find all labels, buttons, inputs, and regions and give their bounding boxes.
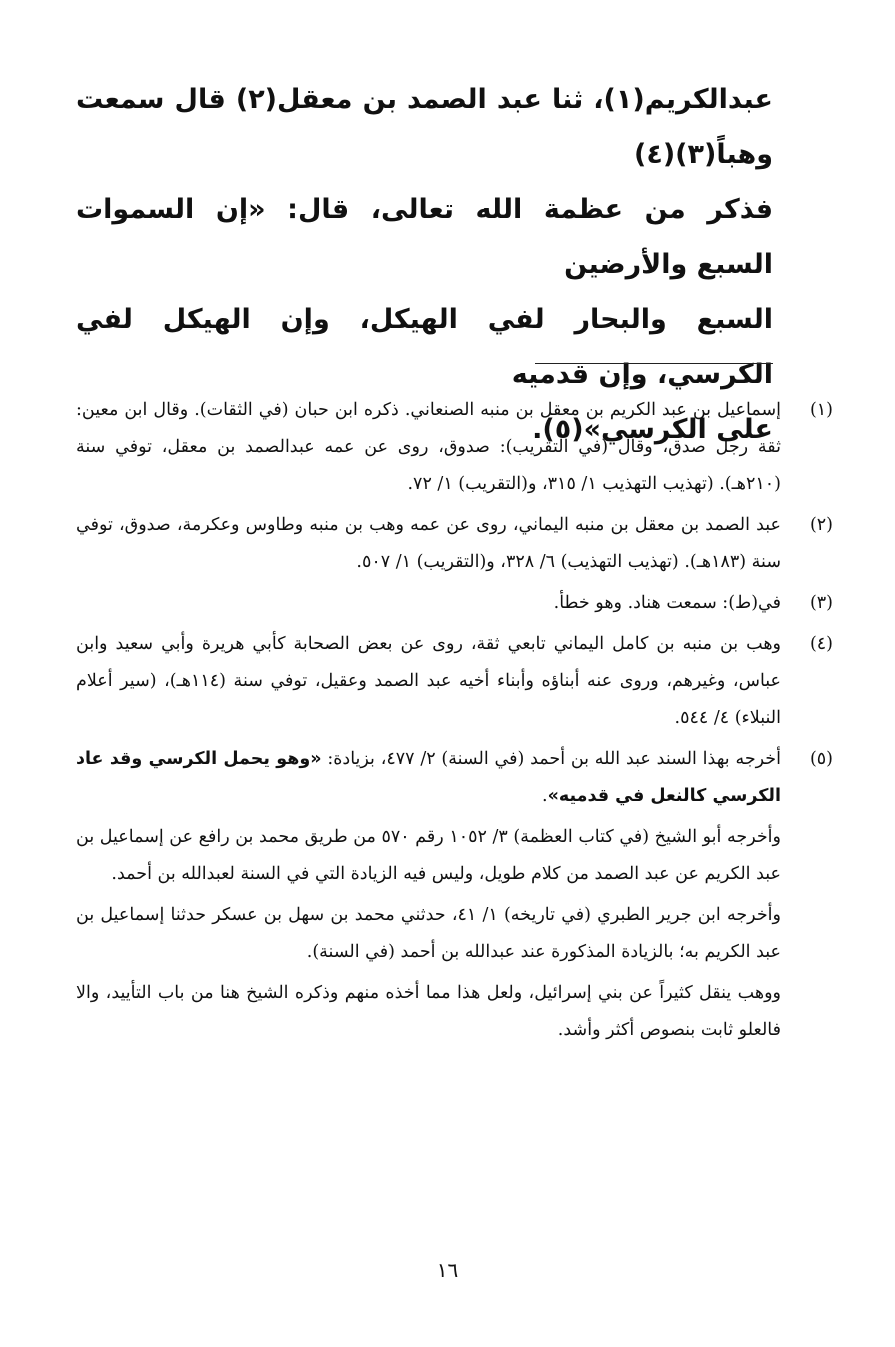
footnote [76, 741, 833, 815]
footnote-number: (١) [809, 400, 833, 420]
footnote-text: في(ط): سمعت هناد. وهو خطأ. [553, 593, 781, 613]
footnote [76, 626, 833, 737]
main-text-line: السبع والبحار لفي الهيكل، وإن الهيكل لفي الكرسي، وإن قدميه [76, 304, 773, 390]
footnote-divider [535, 363, 773, 364]
footnote-text: عبد الصمد بن معقل بن منبه اليماني، روى عن عمه وهب بن منبه وطاوس وعكرمة، صدوق، توفي سنة (١٨٣هـ). (تهذيب التهذيب) ٦/ ٣٢٨، و(التقريب) ١/ ٥٠٧. [76, 515, 781, 572]
main-text-line: عبدالكريم(١)، ثنا عبد الصمد بن معقل(٢) قال سمعت وهباً(٣)(٤) [76, 84, 773, 170]
footnote-continuation: وأخرجه ابن جرير الطبري (في تاريخه) ١/ ٤١، حدثني محمد بن سهل بن عسكر حدثنا إسماعيل بن عبد الكريم به؛ بالزيادة المذكورة عند عبدالله بن أحمد (في السنة). [76, 905, 781, 962]
footnote-text [76, 741, 781, 815]
footnote-text: إسماعيل بن عبد الكريم بن معقل بن منبه الصنعاني. ذكره ابن حبان (في الثقات). وقال ابن معين: ثقة رجل صدق، وقال (في التقريب): صدوق، روى عن عمه عبدالصمد بن معقل، توفي سنة (٢١٠هـ). (تهذيب التهذيب ١/ ٣١٥، و(التقريب) ١/ ٧٢. [76, 400, 781, 494]
footnote [76, 507, 833, 581]
footnote-continuation: ووهب ينقل كثيراً عن بني إسرائيل، ولعل هذا مما أخذه منهم وذكره الشيخ هنا من باب التأييد، والا فالعلو ثابت بنصوص أكثر وأشد. [76, 983, 781, 1040]
footnote-text: وهب بن منبه بن كامل اليماني تابعي ثقة، روى عن بعض الصحابة كأبي هريرة وأبي سعيد وابن عباس، وغيرهم، وروى عنه أبناؤه وأبناء أخيه عبد الصمد وعقيل، توفي سنة (١١٤هـ)، (سير أعلام النبلاء) ٤/ ٥٤٤. [76, 634, 781, 728]
footnote-number: (٤) [809, 634, 833, 654]
main-text-line: على الكرسي»(٥). [532, 414, 773, 445]
footnote [76, 392, 833, 503]
footnote-number: (٢) [809, 515, 833, 535]
footnote-text-plain: أخرجه بهذا السند عبد الله بن أحمد (في السنة) ٢/ ٤٧٧، بزيادة: [321, 749, 781, 769]
footnote-text-quote: «وهو يحمل الكرسي وقد عاد الكرسي كالنعل في قدميه» [76, 749, 781, 806]
main-text-line: فذكر من عظمة الله تعالى، قال: «إن السموات السبع والأرضين [76, 194, 773, 280]
footnotes [76, 392, 833, 1053]
footnote-number: (٣) [809, 593, 833, 613]
page-number: ١٦ [436, 1258, 459, 1282]
footnote-number: (٥) [809, 749, 833, 769]
footnote-text-end: . [542, 786, 548, 806]
footnote-continuation: وأخرجه أبو الشيخ (في كتاب العظمة) ٣/ ١٠٥٢ رقم ٥٧٠ من طريق محمد بن رافع عن إسماعيل بن عبد الكريم عن عبد الصمد من كلام طويل، وليس فيه الزيادة التي في السنة لعبدالله بن أحمد. [76, 827, 781, 884]
footnote [76, 585, 833, 622]
